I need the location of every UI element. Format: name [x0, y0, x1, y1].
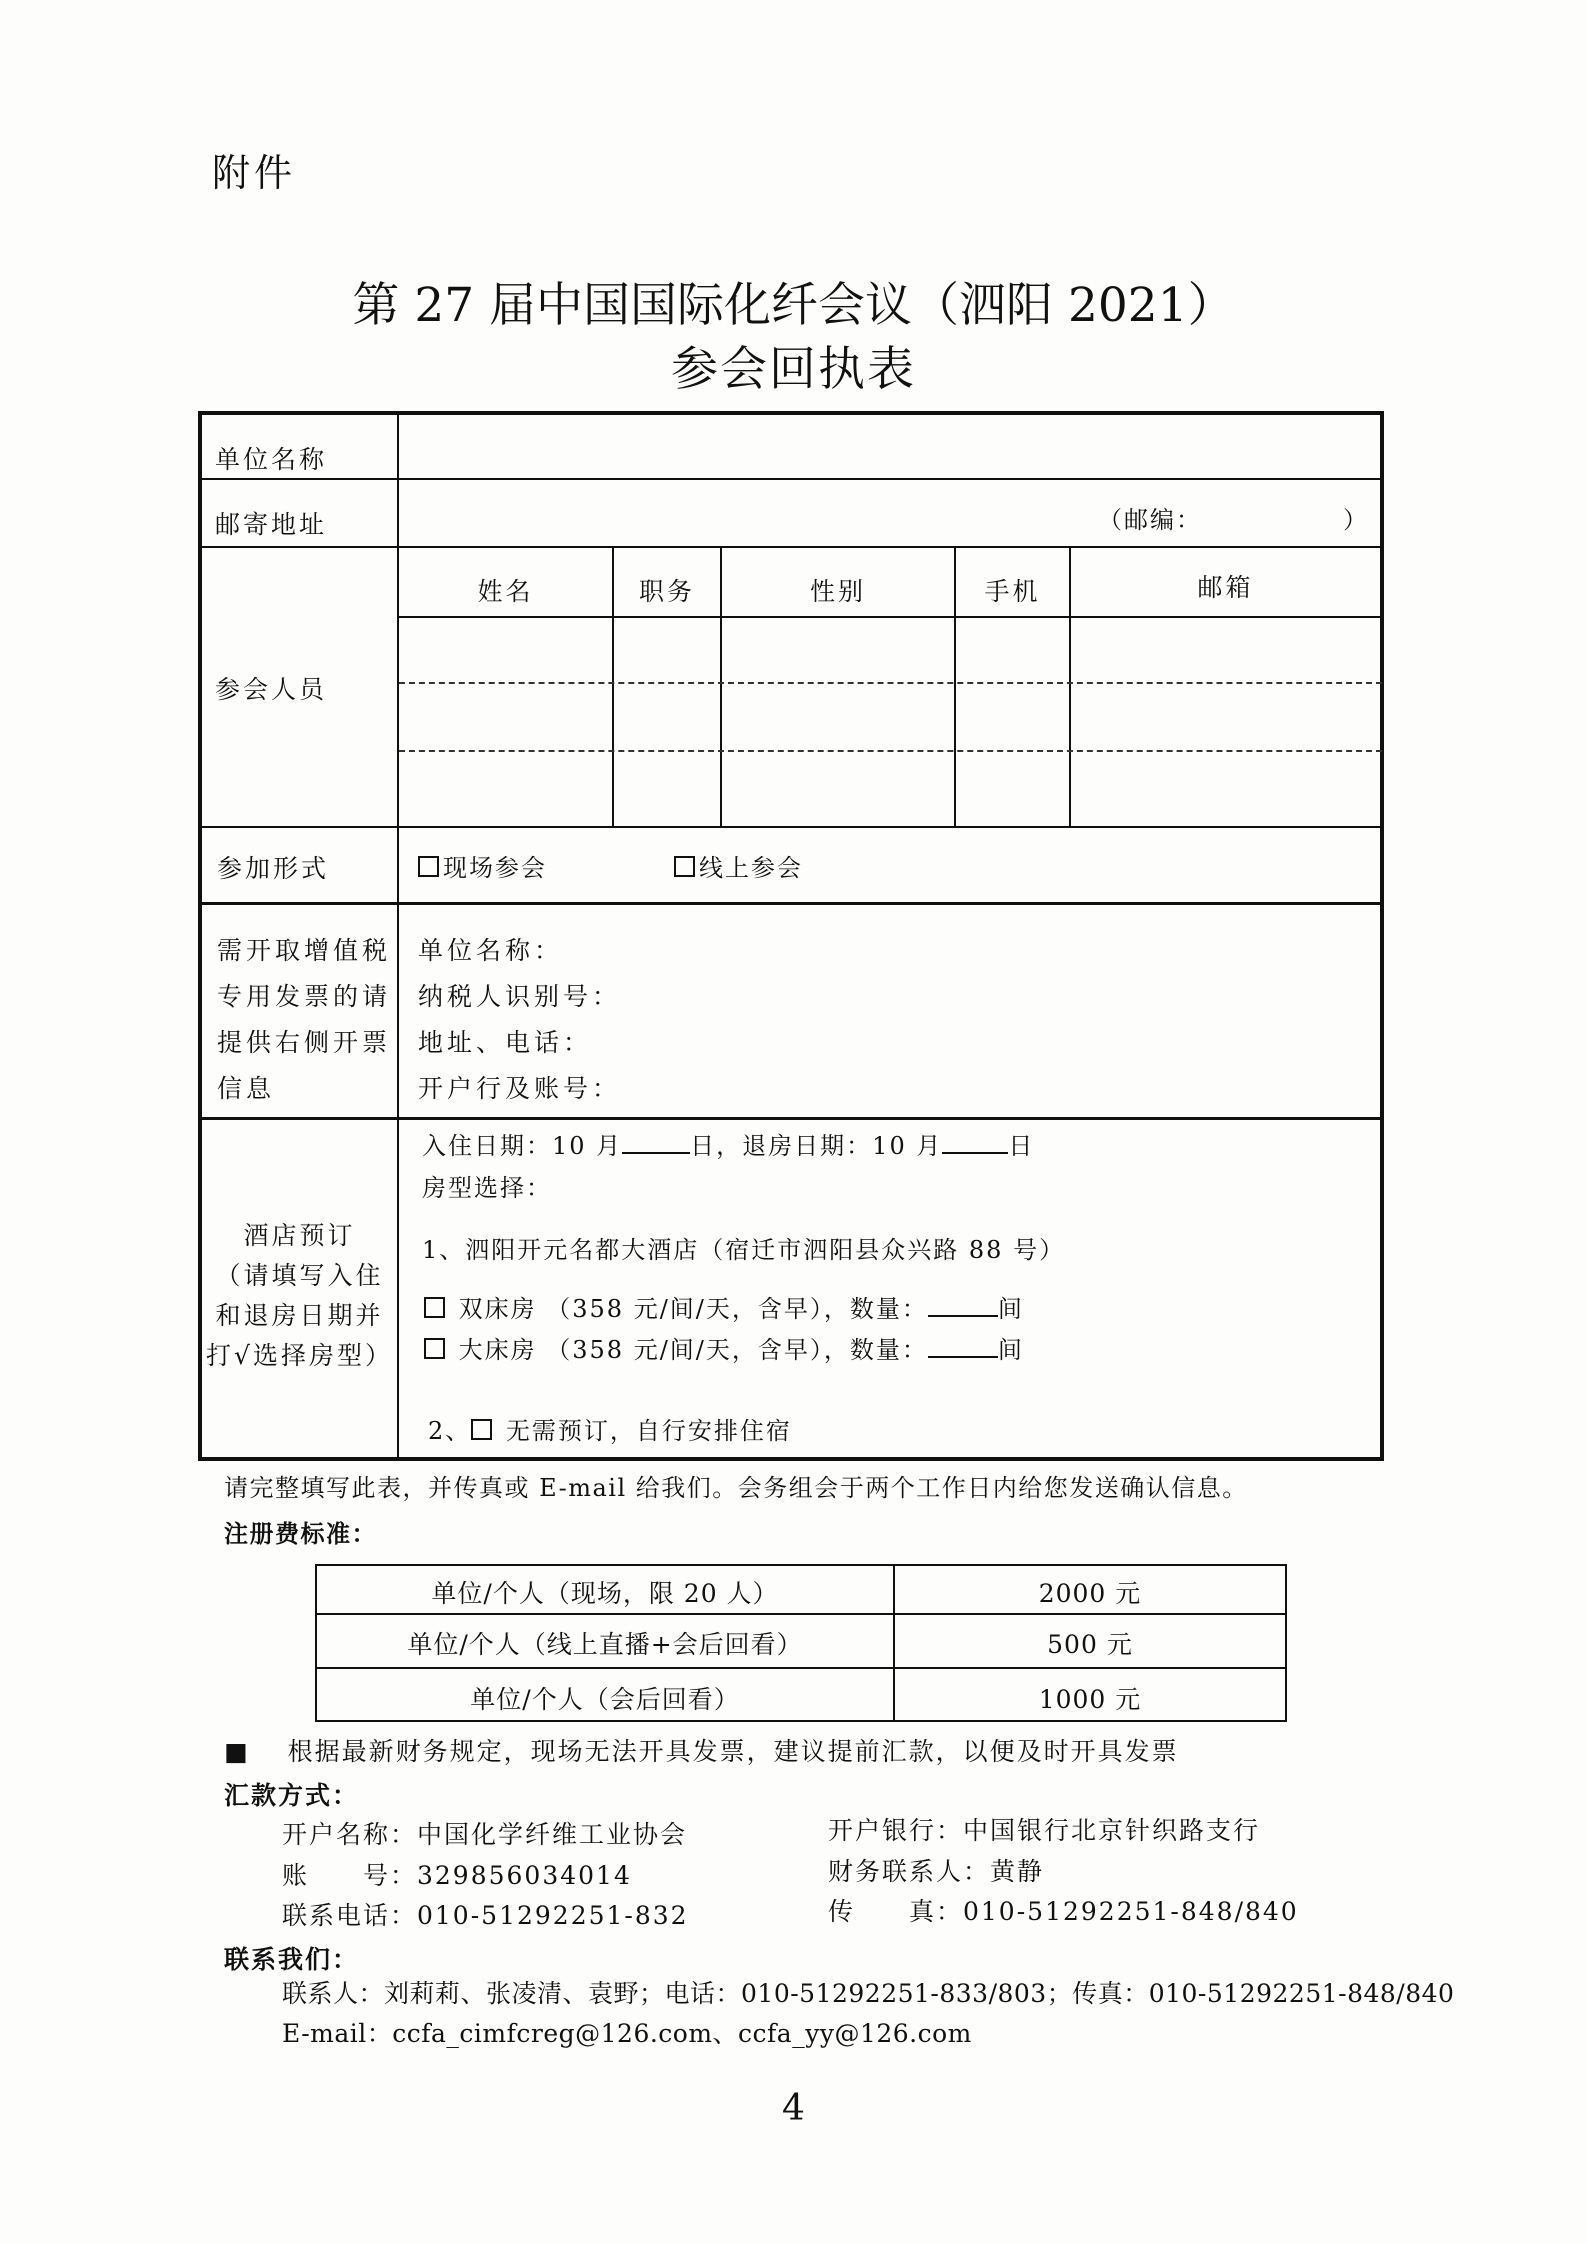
contact-title: 联系我们： — [224, 1945, 360, 1974]
account-number: 账 号：329856034014 — [282, 1861, 632, 1890]
address-label: 邮寄地址 — [215, 510, 328, 539]
no-booking-checkbox[interactable] — [471, 1419, 492, 1440]
fee-item-online: 单位/个人（线上直播+会后回看） — [407, 1630, 803, 1659]
fee-price-online: 500 元 — [1047, 1630, 1133, 1659]
onsite-option[interactable]: 现场参会 — [418, 856, 547, 880]
document-title: 第 27 届中国国际化纤会议（泗阳 2021） — [352, 278, 1235, 333]
invoice-label: 需开取增值税 专用发票的请 提供右侧开票 信息 — [217, 936, 392, 1103]
king-room-checkbox[interactable] — [424, 1338, 445, 1359]
invoice-bank-account[interactable]: 开户行及账号： — [418, 1074, 622, 1103]
payment-title: 汇款方式： — [224, 1781, 360, 1810]
hotel-label: 酒店预订 （请填写入住 和退房日期并 打√选择房型） — [206, 1221, 393, 1370]
contact-email[interactable]: E-mail：ccfa_cimfcreg@126.com、ccfa_yy@126.com — [282, 2019, 972, 2048]
attendee-row-1[interactable] — [399, 618, 1380, 682]
online-option[interactable]: 线上参会 — [674, 856, 803, 880]
column-header-email: 邮箱 — [1197, 573, 1254, 602]
room-type-label: 房型选择： — [422, 1174, 552, 1202]
contact-people: 联系人：刘莉莉、张凌清、袁野；电话：010-51292251-833/803；传真：010-51292251-848/840 — [282, 1979, 1455, 2008]
bank-name: 开户银行：中国银行北京针织路支行 — [828, 1816, 1261, 1845]
postcode-prefix: （邮编： — [1098, 506, 1202, 534]
fill-instruction: 请完整填写此表，并传真或 E-mail 给我们。会务组会于两个工作日内给您发送确认信息。 — [224, 1474, 1248, 1502]
twin-room-option[interactable]: 双床房 （358 元/间/天，含早），数量： 间 — [424, 1297, 1024, 1321]
unit-name-field[interactable] — [404, 418, 1374, 474]
column-header-gender: 性别 — [809, 577, 866, 606]
payment-fax: 传 真：010-51292251-848/840 — [828, 1897, 1299, 1926]
attachment-label: 附件 — [212, 151, 297, 195]
checkin-day-blank[interactable] — [622, 1152, 690, 1154]
postcode-close: ） — [1343, 506, 1369, 534]
invoice-fields — [418, 928, 621, 1112]
column-header-position: 职务 — [638, 577, 695, 606]
king-room-option[interactable]: 大床房 （358 元/间/天，含早），数量： 间 — [424, 1338, 1024, 1362]
checkout-day-blank[interactable] — [942, 1152, 1008, 1154]
no-booking-option[interactable]: 2、 无需预订，自行安排住宿 — [428, 1417, 792, 1445]
column-header-mobile: 手机 — [984, 577, 1041, 606]
invoice-taxpayer-id[interactable]: 纳税人识别号： — [418, 982, 622, 1011]
document-subtitle: 参会回执表 — [671, 342, 916, 397]
finance-contact: 财务联系人：黄静 — [828, 1857, 1045, 1886]
address-field[interactable] — [404, 484, 1084, 540]
twin-room-checkbox[interactable] — [424, 1297, 445, 1318]
attendee-row-3[interactable] — [399, 752, 1380, 826]
account-name: 开户名称：中国化学纤维工业协会 — [282, 1820, 688, 1849]
hotel-option-1: 1、泗阳开元名都大酒店（宿迁市泗阳县众兴路 88 号） — [422, 1236, 1066, 1264]
unit-name-label: 单位名称 — [215, 445, 328, 474]
online-checkbox[interactable] — [674, 856, 695, 877]
attendee-row-2[interactable] — [399, 684, 1380, 750]
payment-phone: 联系电话：010-51292251-832 — [282, 1901, 689, 1930]
king-room-qty[interactable] — [928, 1356, 998, 1358]
bullet-icon: ■ — [224, 1737, 250, 1766]
postcode-field[interactable] — [1190, 484, 1340, 540]
invoice-unit-name[interactable]: 单位名称： — [418, 936, 564, 965]
fee-price-onsite: 2000 元 — [1038, 1579, 1142, 1608]
page-number: 4 — [782, 2088, 805, 2129]
fee-item-replay: 单位/个人（会后回看） — [470, 1685, 740, 1714]
onsite-checkbox[interactable] — [418, 856, 439, 877]
attendees-label: 参会人员 — [215, 675, 328, 704]
fee-title: 注册费标准： — [224, 1519, 377, 1548]
column-header-name: 姓名 — [477, 577, 534, 606]
fee-price-replay: 1000 元 — [1038, 1685, 1142, 1714]
invoice-notice: ■ 根据最新财务规定，现场无法开具发票，建议提前汇款，以便及时开具发票 — [224, 1737, 1179, 1766]
fee-item-onsite: 单位/个人（现场，限 20 人） — [431, 1579, 779, 1608]
twin-room-qty[interactable] — [928, 1315, 998, 1317]
participation-mode-label: 参加形式 — [217, 854, 330, 883]
invoice-address-phone[interactable]: 地址、电话： — [418, 1028, 593, 1057]
checkin-line: 入住日期：10 月 日，退房日期：10 月 日 — [422, 1132, 1035, 1160]
